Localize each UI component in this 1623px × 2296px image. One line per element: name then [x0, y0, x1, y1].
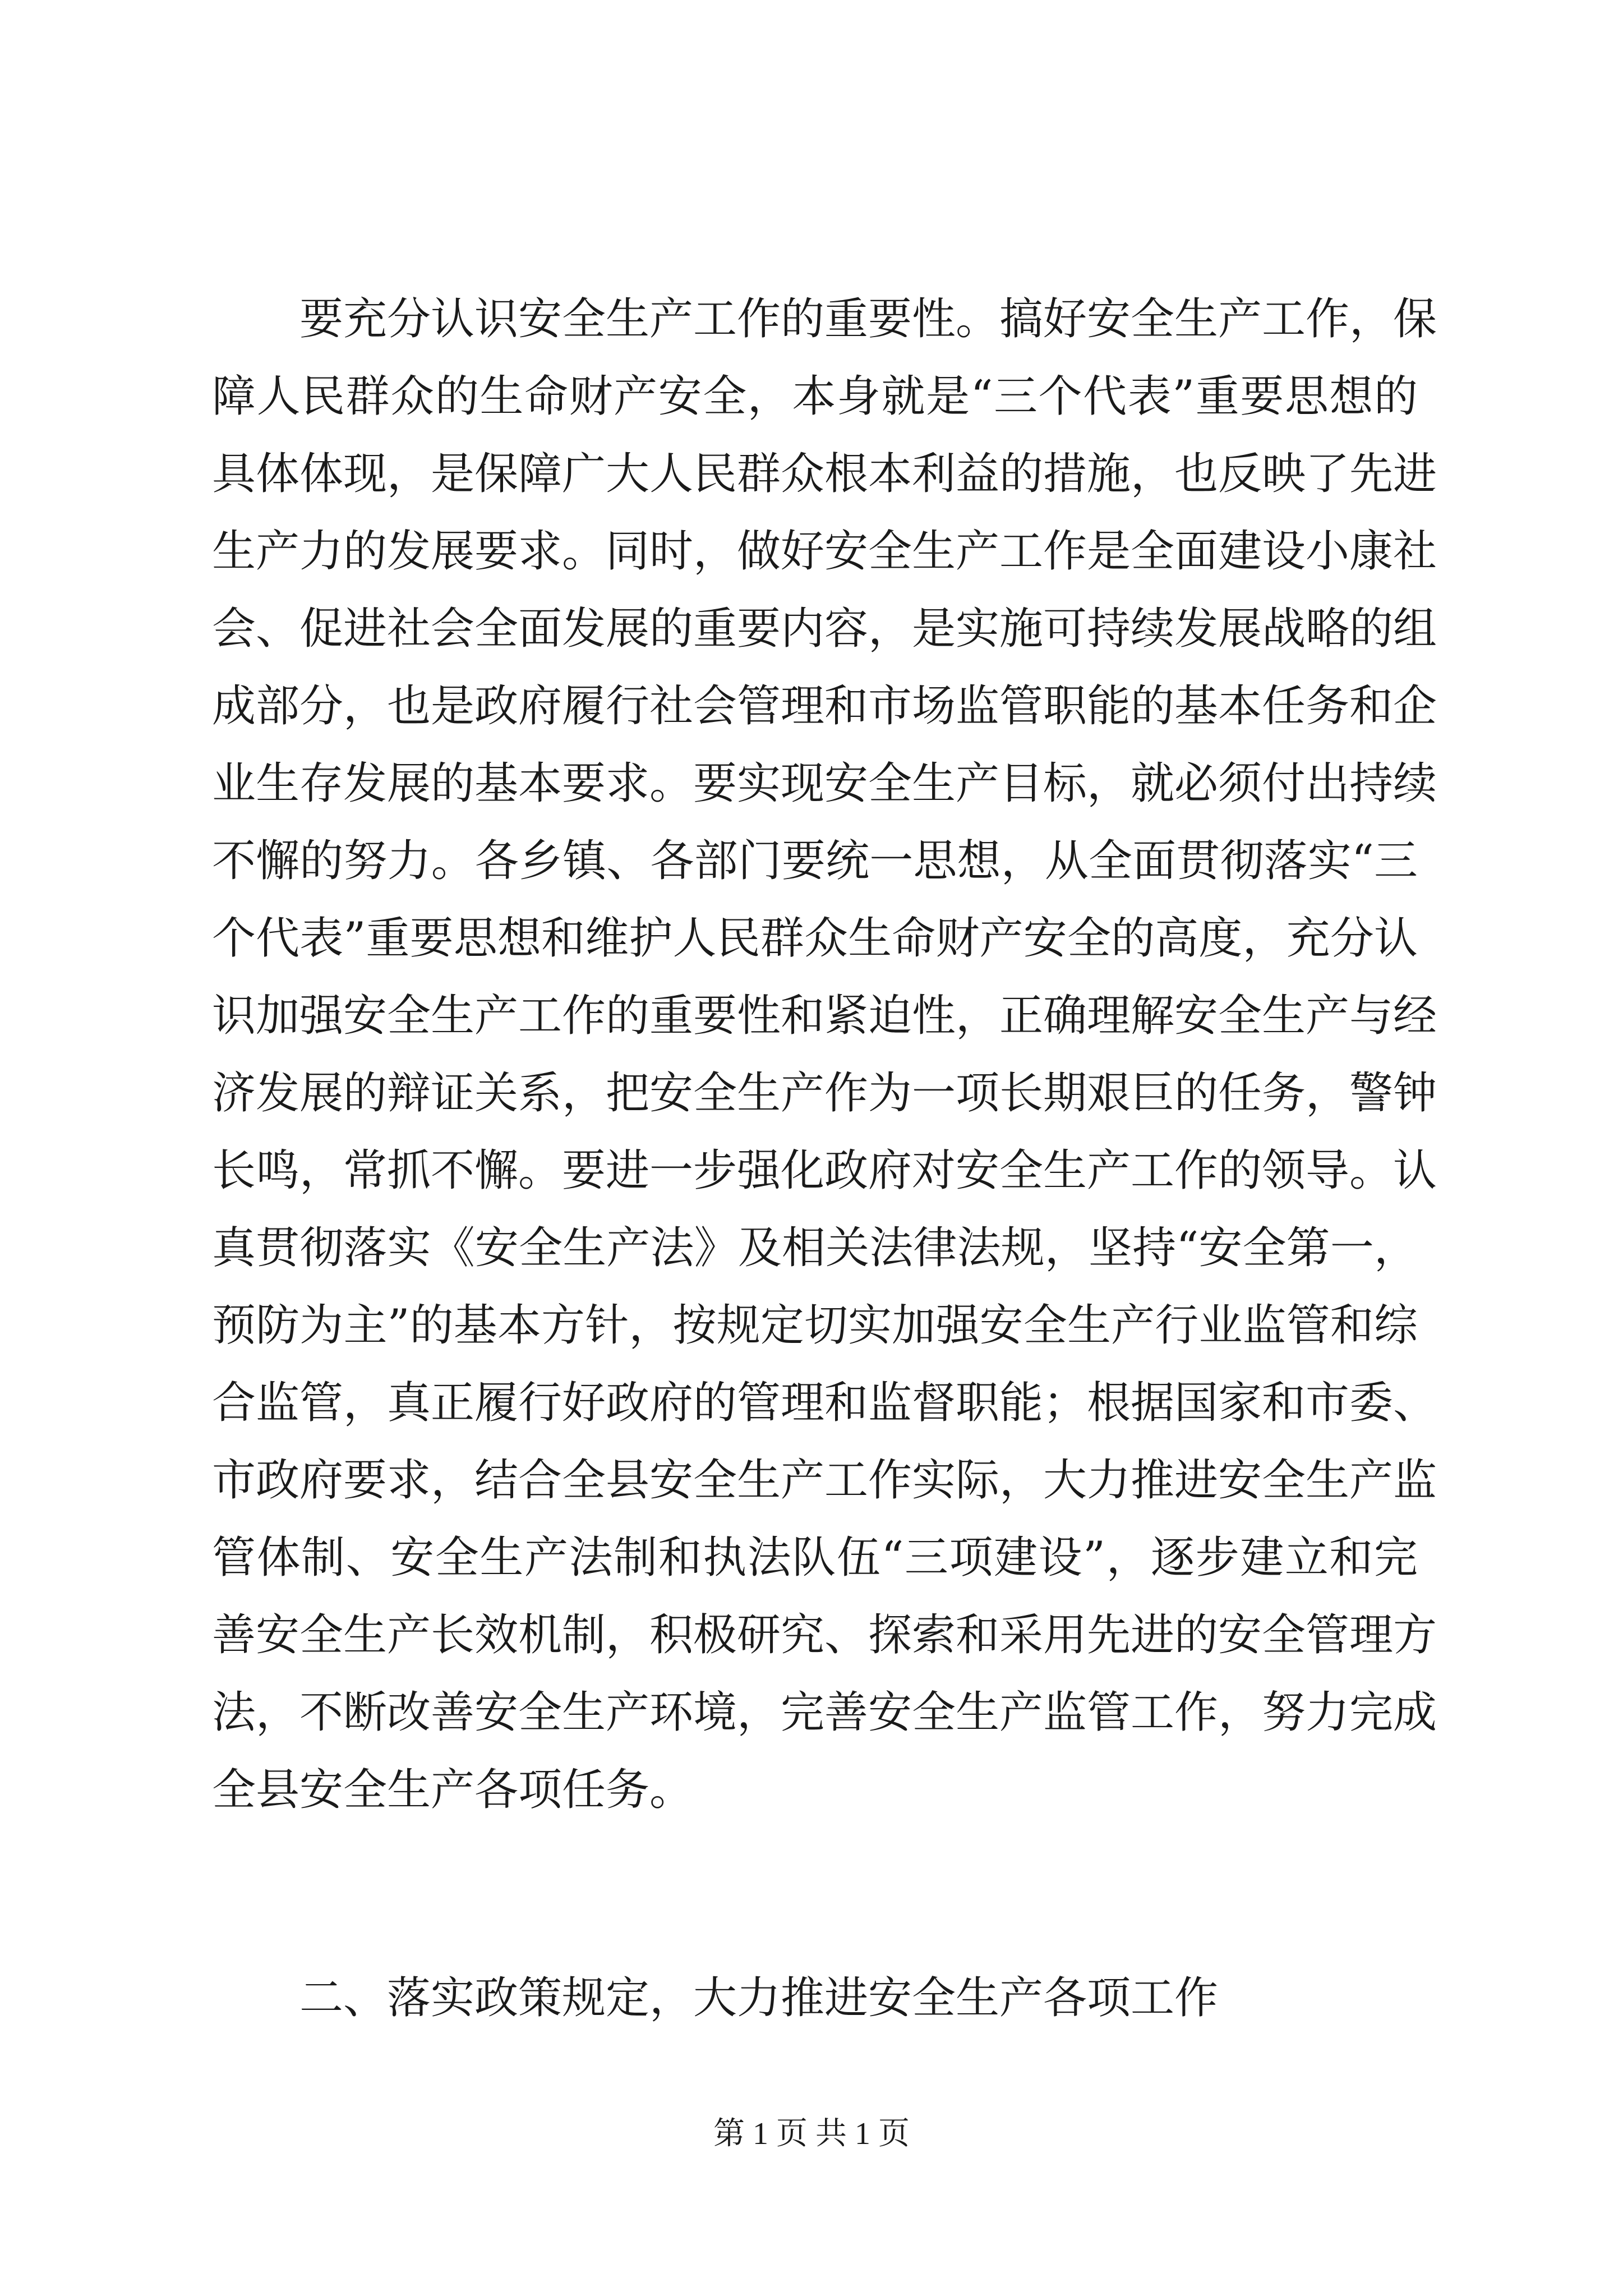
paragraph-line: 预防为主”的基本方针，按规定切实加强安全生产行业监管和综	[212, 1300, 1418, 1351]
paragraph-line: 全县安全生产各项任务。	[212, 1765, 694, 1815]
page-footer: 第 1 页 共 1 页	[713, 2116, 910, 2151]
paragraph-line: 具体体现，是保障广大人民群众根本利益的措施，也反映了先进	[212, 449, 1437, 499]
paragraph-line: 市政府要求，结合全县安全生产工作实际，大力推进安全生产监	[212, 1455, 1437, 1506]
paragraph-line: 障人民群众的生命财产安全，本身就是“三个代表”重要思想的	[212, 371, 1418, 422]
paragraph-line: 法，不断改善安全生产环境，完善安全生产监管工作，努力完成	[212, 1687, 1437, 1738]
paragraph-line: 管体制、安全生产法制和执法队伍“三项建设”，逐步建立和完	[212, 1533, 1418, 1583]
paragraph-line: 识加强安全生产工作的重要性和紧迫性，正确理解安全生产与经	[212, 991, 1437, 1041]
paragraph-line: 成部分，也是政府履行社会管理和市场监管职能的基本任务和企	[212, 681, 1437, 731]
paragraph-line: 不懈的努力。各乡镇、各部门要统一思想，从全面贯彻落实“三	[212, 836, 1418, 886]
paragraph-line: 善安全生产长效机制，积极研究、探索和采用先进的安全管理方	[212, 1610, 1437, 1660]
paragraph-line: 合监管，真正履行好政府的管理和监督职能；根据国家和市委、	[212, 1378, 1437, 1428]
paragraph-line: 要充分认识安全生产工作的重要性。搞好安全生产工作，保	[299, 294, 1437, 344]
paragraph-line: 长鸣，常抓不懈。要进一步强化政府对安全生产工作的领导。认	[212, 1145, 1437, 1196]
body-paragraph	[212, 280, 1437, 1829]
paragraph-line: 真贯彻落实《安全生产法》及相关法律法规，坚持“安全第一，	[212, 1223, 1418, 1273]
paragraph-line: 济发展的辩证关系，把安全生产作为一项长期艰巨的任务，警钟	[212, 1068, 1437, 1119]
section-heading: 二、落实政策规定，大力推进安全生产各项工作	[299, 1973, 1219, 2023]
paragraph-line: 个代表”重要思想和维护人民群众生命财产安全的高度，充分认	[212, 913, 1418, 964]
paragraph-line: 生产力的发展要求。同时，做好安全生产工作是全面建设小康社	[212, 526, 1437, 577]
paragraph-line: 业生存发展的基本要求。要实现安全生产目标，就必须付出持续	[212, 758, 1437, 809]
paragraph-line: 会、促进社会全面发展的重要内容，是实施可持续发展战略的组	[212, 604, 1437, 654]
